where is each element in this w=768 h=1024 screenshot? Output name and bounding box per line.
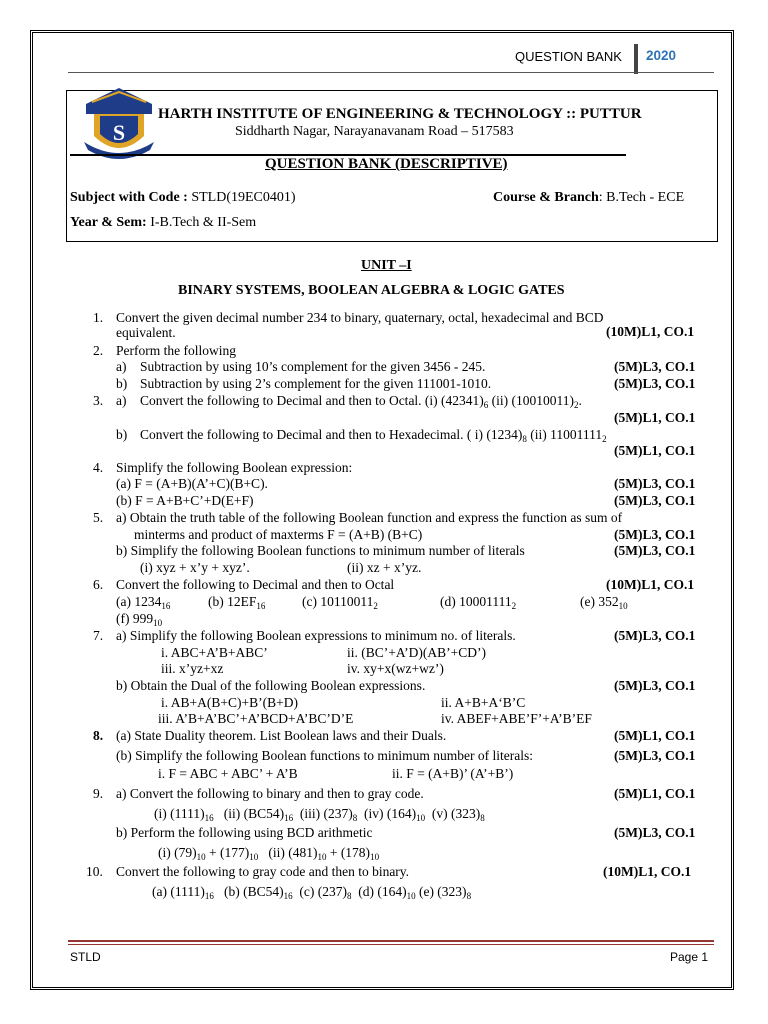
q2b-label: b) (116, 376, 128, 391)
q10-number: 10. (86, 864, 103, 879)
q8b-text: (b) Simplify the following Boolean functions to minimum number of literals: (116, 748, 533, 763)
q2a-text: Subtraction by using 10’s complement for the given 3456 - 245. (140, 359, 486, 374)
q3-number: 3. (93, 393, 104, 408)
q2-text: Perform the following (116, 343, 236, 358)
q7a-iv: iv. xy+x(wz+wz’) (347, 661, 444, 676)
q3b-marks: (5M)L1, CO.1 (614, 443, 696, 458)
q5b-text: b) Simplify the following Boolean functions to minimum number of literals (116, 543, 525, 558)
q5a-text: a) Obtain the truth table of the following Boolean function and express the function as sum of (116, 510, 623, 525)
q9-number: 9. (93, 786, 104, 801)
year-sem-line: Year & Sem: I-B.Tech & II-Sem (70, 215, 257, 230)
q6-f: (f) $999_{10}$ (116, 611, 163, 628)
q10-text: Convert the following to gray code and then to binary. (116, 864, 410, 879)
q9b-values: (i) $(79)_{10} + (177)_{10}$ (ii) $(481)_{10} + (178)_{10}$ (158, 845, 380, 862)
q6-c: (c) $10110011_2$ (302, 594, 378, 611)
q6-number: 6. (93, 577, 104, 592)
q9a-text: a) Convert the following to binary and then to gray code. (116, 786, 424, 801)
q10-marks: (10M)L1, CO.1 (603, 864, 692, 879)
q6-b: (b) $12EF_{16}$ (208, 594, 266, 611)
q7b-iii: iii. A’B+A’BC’+A’BCD+A’BC’D’E (158, 711, 354, 726)
q4b-marks: (5M)L3, CO.1 (614, 493, 696, 508)
q6-e: (e) $352_{10}$ (580, 594, 628, 611)
subject-line: Subject with Code : STLD(19EC0401) (70, 190, 296, 205)
footer-subject: STLD (70, 950, 101, 964)
q5a-text-cont: minterms and product of maxterms F = (A+B) (B+C) (134, 527, 423, 542)
q8b-marks: (5M)L3, CO.1 (614, 748, 696, 763)
q4a-marks: (5M)L3, CO.1 (614, 476, 696, 491)
q1-text-cont: equivalent. (116, 325, 176, 340)
document-title: QUESTION BANK (DESCRIPTIVE) (265, 156, 508, 172)
q8b-ii: ii. F = (A+B)’ (A’+B’) (392, 766, 514, 781)
q2-number: 2. (93, 343, 104, 358)
q3a-marks: (5M)L1, CO.1 (614, 410, 696, 425)
q3b-text: Convert the following to Decimal and then to Hexadecimal. ( i) $(1234)_8$ (ii) $11001111_2$ (140, 427, 607, 444)
q8a-text: (a) State Duality theorem. List Boolean laws and their Duals. (116, 728, 447, 743)
q7a-marks: (5M)L3, CO.1 (614, 628, 696, 643)
unit-subtitle: BINARY SYSTEMS, BOOLEAN ALGEBRA & LOGIC GATES (178, 283, 565, 298)
q6-text: Convert the following to Decimal and then to Octal (116, 577, 395, 592)
q7b-text: b) Obtain the Dual of the following Boolean expressions. (116, 678, 426, 693)
q7a-ii: ii. (BC’+A’D)(AB’+CD’) (347, 645, 486, 660)
header-rule (68, 72, 714, 73)
header-year: 2020 (646, 48, 677, 63)
q7-number: 7. (93, 628, 104, 643)
page-number: Page 1 (670, 950, 709, 964)
q1-number: 1. (93, 310, 104, 325)
q7b-marks: (5M)L3, CO.1 (614, 678, 696, 693)
q5-number: 5. (93, 510, 104, 525)
q9a-marks: (5M)L1, CO.1 (614, 786, 696, 801)
q1-marks: (10M)L1, CO.1 (606, 324, 695, 339)
q7a-text: a) Simplify the following Boolean expressions to minimum no. of literals. (116, 628, 516, 643)
q8b-i: i. F = ABC + ABC’ + A’B (158, 766, 298, 781)
svg-text:S: S (112, 120, 126, 145)
course-line: Course & Branch: B.Tech - ECE (493, 190, 685, 205)
q4a-text: (a) F = (A+B)(A’+C)(B+C). (116, 476, 268, 491)
q5b-i: (i) xyz + x’y + xyz’. (140, 560, 250, 575)
q9b-text: b) Perform the following using BCD arithmetic (116, 825, 373, 840)
q3b-label: b) (116, 427, 128, 442)
q4-text: Simplify the following Boolean expression: (116, 460, 353, 475)
college-logo-icon (80, 84, 158, 162)
q4b-text: (b) F = A+B+C’+D(E+F) (116, 493, 254, 508)
q5a-marks: (5M)L3, CO.1 (614, 527, 696, 542)
q6-marks: (10M)L1, CO.1 (606, 577, 695, 592)
q2a-label: a) (116, 359, 127, 374)
q9a-values: (i) $(1111)_{16}$ (ii) $(BC54)_{16}$ (iii) $(237)_8$ (iv) $(164)_{10}$ (v) $(323)_8$ (154, 806, 485, 823)
institute-address: Siddharth Nagar, Narayanavanam Road – 517583 (235, 124, 514, 139)
q8a-marks: (5M)L1, CO.1 (614, 728, 696, 743)
q5b-ii: (ii) xz + x’yz. (347, 560, 422, 575)
header-label: QUESTION BANK (515, 49, 622, 64)
q3a-label: a) (116, 393, 127, 408)
institute-name: HARTH INSTITUTE OF ENGINEERING & TECHNOLOGY :: PUTTUR (158, 106, 642, 122)
q2a-marks: (5M)L3, CO.1 (614, 359, 696, 374)
q2b-marks: (5M)L3, CO.1 (614, 376, 696, 391)
q7b-iv: iv. ABEF+ABE’F’+A’B’EF (441, 711, 592, 726)
header-divider (634, 44, 638, 74)
q7b-i: i. AB+A(B+C)+B’(B+D) (161, 695, 298, 710)
unit-title: UNIT –I (361, 258, 412, 273)
q8-number: 8. (93, 728, 104, 743)
q6-d: (d) $10001111_2$ (440, 594, 517, 611)
q2b-text: Subtraction by using 2’s complement for the given 111001-1010. (140, 376, 492, 391)
q7b-ii: ii. A+B+A‘B’C (441, 695, 526, 710)
q10-values: (a) $(1111)_{16}$ (b) $(BC54)_{16}$ (c) $(237)_8$ (d) $(164)_{10}$ (e) $(323)_8$ (152, 884, 472, 901)
q7a-iii: iii. x’yz+xz (161, 661, 224, 676)
q7a-i: i. ABC+A’B+ABC’ (161, 645, 268, 660)
q6-a: (a) $1234_{16}$ (116, 594, 171, 611)
q4-number: 4. (93, 460, 104, 475)
footer-rule-thin (68, 944, 714, 945)
q3a-text: Convert the following to Decimal and then to Octal. (i) $(42341)_6$ (ii) $(10010011)_2$. (140, 393, 582, 410)
q1-text: Convert the given decimal number 234 to binary, quaternary, octal, hexadecimal and BCD (116, 310, 604, 325)
q5b-marks: (5M)L3, CO.1 (614, 543, 696, 558)
footer-rule (68, 940, 714, 942)
q9b-marks: (5M)L3, CO.1 (614, 825, 696, 840)
